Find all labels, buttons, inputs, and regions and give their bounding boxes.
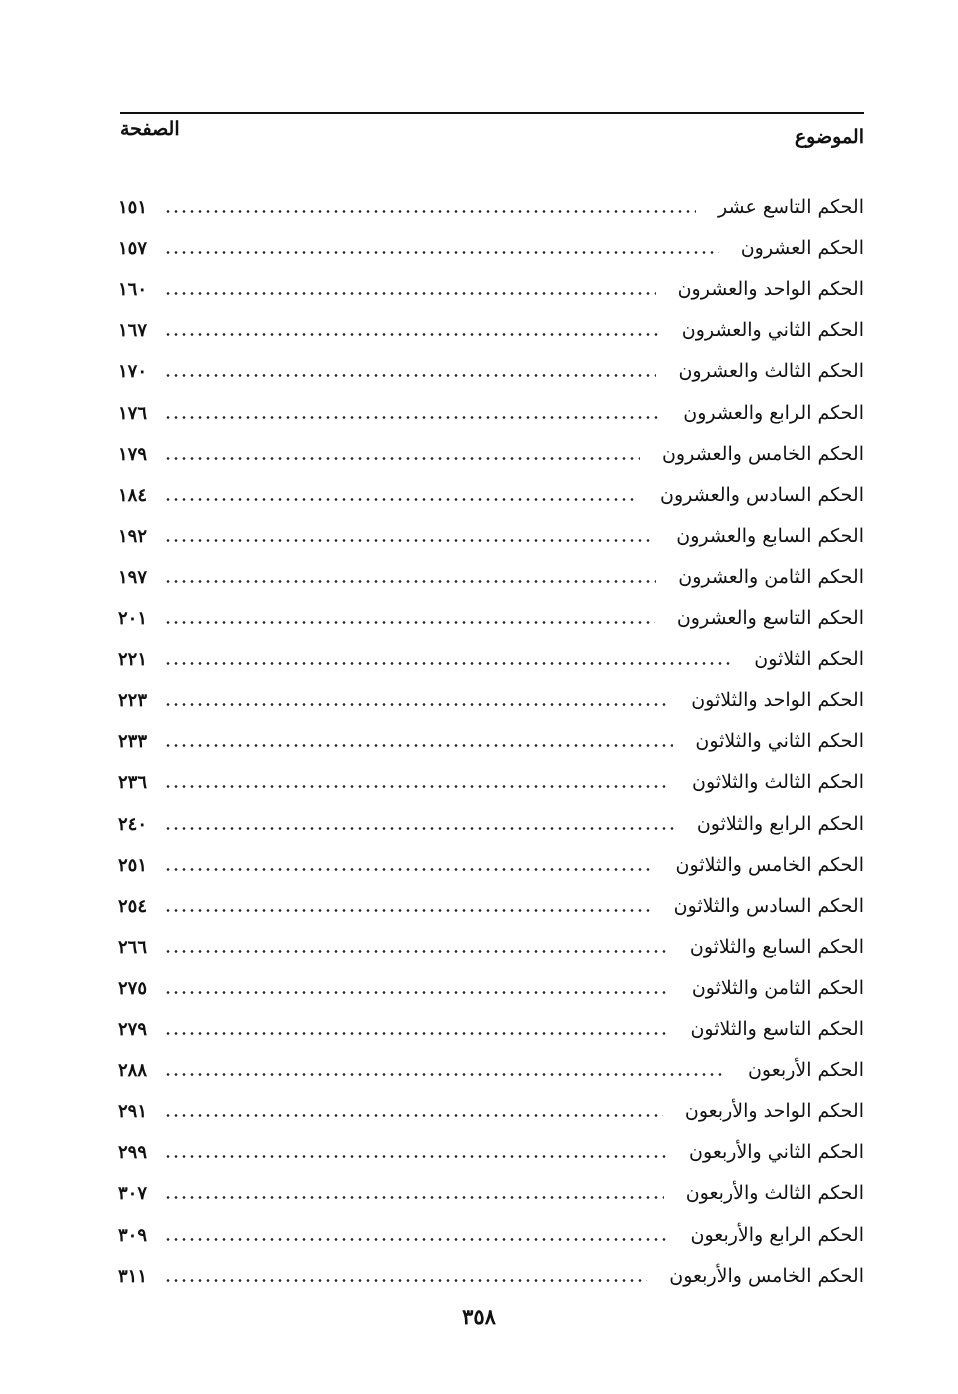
dot-leader bbox=[164, 1238, 669, 1241]
header-rule bbox=[120, 112, 864, 114]
toc-entry-page: ٢٣٣ bbox=[118, 731, 148, 753]
toc-entry bbox=[118, 176, 864, 217]
toc-entry bbox=[118, 669, 864, 710]
dot-leader bbox=[164, 621, 655, 624]
toc-entry-page: ٢٩٩ bbox=[118, 1142, 148, 1164]
toc-entry bbox=[118, 340, 864, 381]
toc-entry-title: الحكم الثالث والأربعون bbox=[685, 1182, 864, 1205]
toc-entry bbox=[118, 464, 864, 505]
toc-entry-title: الحكم الخامس والأربعون bbox=[669, 1264, 864, 1287]
toc-entry-page: ٢٢٣ bbox=[118, 690, 148, 712]
toc-entry-page: ٢٧٩ bbox=[118, 1019, 148, 1040]
toc-entry-page: ٢٤٠ bbox=[118, 813, 148, 835]
topic-column-header: الموضوع bbox=[794, 126, 864, 148]
toc-entry-title: الحكم الرابع والأربعون bbox=[690, 1223, 864, 1246]
toc-entry-title: الحكم السادس والعشرون bbox=[660, 483, 864, 506]
toc-entry bbox=[118, 587, 864, 628]
toc-entry-title: الحكم الثامن والثلاثون bbox=[691, 976, 864, 999]
toc-entry-title: الحكم السابع والعشرون bbox=[676, 524, 864, 547]
toc-entry-page: ١٦٠ bbox=[118, 279, 148, 301]
toc-entry-title: الحكم التاسع عشر bbox=[718, 196, 864, 218]
toc-entry-title: الحكم التاسع والعشرون bbox=[676, 607, 864, 629]
toc-entry bbox=[118, 793, 864, 834]
toc-entry-title: الحكم السادس والثلاثون bbox=[673, 894, 864, 917]
toc-entry bbox=[118, 710, 864, 751]
toc-entry-page: ٢٣٦ bbox=[118, 772, 148, 794]
toc-entry-title: الحكم التاسع والثلاثون bbox=[690, 1018, 864, 1040]
toc-entry-page: ٢٥٤ bbox=[118, 895, 148, 917]
dot-leader bbox=[164, 909, 652, 912]
dot-leader bbox=[164, 827, 675, 830]
toc-entry bbox=[118, 1080, 864, 1121]
dot-leader bbox=[164, 1279, 647, 1282]
dot-leader bbox=[164, 1114, 663, 1117]
dot-leader bbox=[164, 333, 660, 336]
toc-entry-title: الحكم الواحد والثلاثون bbox=[691, 689, 864, 712]
toc-entry bbox=[118, 1204, 864, 1245]
dot-leader bbox=[164, 210, 696, 213]
dot-leader bbox=[164, 662, 732, 665]
toc-entry-page: ١٧٦ bbox=[118, 402, 148, 424]
dot-leader bbox=[164, 374, 656, 377]
toc-entry-title: الحكم الثالث والثلاثون bbox=[692, 771, 864, 794]
toc-entry bbox=[118, 546, 864, 587]
toc-entry-page: ١٨٤ bbox=[118, 484, 148, 506]
dot-leader bbox=[164, 785, 670, 788]
page-number: ٣٥٨ bbox=[462, 1304, 496, 1329]
page-column-header: الصفحة bbox=[120, 118, 180, 140]
toc-entry bbox=[118, 258, 864, 299]
dot-leader bbox=[164, 498, 638, 501]
toc-entry-page: ٢٩١ bbox=[118, 1101, 148, 1123]
toc-entry-page: ١٧٠ bbox=[118, 361, 148, 383]
toc-entry-page: ٢٢١ bbox=[118, 649, 148, 671]
toc-entry-page: ١٩٢ bbox=[118, 525, 148, 547]
toc-entry-title: الحكم الواحد والأربعون bbox=[684, 1100, 864, 1123]
toc-entry-title: الحكم الثامن والعشرون bbox=[678, 565, 864, 588]
dot-leader bbox=[164, 251, 719, 254]
dot-leader bbox=[164, 744, 673, 747]
dot-leader bbox=[164, 1073, 726, 1076]
toc-entry-page: ٢٠١ bbox=[118, 608, 148, 629]
toc-entry-page: ١٧٩ bbox=[118, 443, 148, 465]
toc-entry bbox=[118, 834, 864, 875]
toc-entry bbox=[118, 1162, 864, 1203]
toc-entry-page: ٣٠٧ bbox=[118, 1183, 148, 1205]
dot-leader bbox=[164, 457, 640, 460]
toc-entry bbox=[118, 751, 864, 792]
dot-leader bbox=[164, 292, 656, 295]
toc-entry-title: الحكم الثاني والأربعون bbox=[689, 1141, 864, 1164]
toc-entry bbox=[118, 875, 864, 916]
toc-entry-page: ٣١١ bbox=[118, 1265, 148, 1287]
dot-leader bbox=[164, 416, 661, 419]
toc-entry bbox=[118, 998, 864, 1039]
toc-entry bbox=[118, 628, 864, 669]
dot-leader bbox=[164, 950, 668, 953]
toc-entry bbox=[118, 505, 864, 546]
toc-entry-title: الحكم العشرون bbox=[740, 237, 864, 260]
toc-entry-title: الحكم الرابع والثلاثون bbox=[696, 812, 864, 835]
toc-entry bbox=[118, 916, 864, 957]
toc-entry bbox=[118, 217, 864, 258]
toc-entry-title: الحكم الثاني والثلاثون bbox=[695, 730, 864, 753]
toc-entry bbox=[118, 1121, 864, 1162]
toc-entry-title: الحكم السابع والثلاثون bbox=[689, 935, 864, 958]
dot-leader bbox=[164, 1032, 668, 1035]
toc-entry-page: ٢٧٥ bbox=[118, 977, 148, 999]
toc-entry-page: ٢٦٦ bbox=[118, 936, 148, 958]
dot-leader bbox=[164, 868, 654, 871]
toc-entry-title: الحكم الخامس والعشرون bbox=[661, 442, 864, 465]
toc-entry-title: الحكم الرابع والعشرون bbox=[683, 401, 864, 424]
toc-entry-page: ١٥٧ bbox=[118, 238, 148, 260]
toc-entry-title: الحكم الواحد والعشرون bbox=[677, 278, 864, 301]
dot-leader bbox=[164, 580, 656, 583]
toc-entry-title: الحكم الثاني والعشرون bbox=[681, 319, 864, 342]
toc-entry-page: ٣٠٩ bbox=[118, 1224, 148, 1246]
dot-leader bbox=[164, 539, 654, 542]
dot-leader bbox=[164, 991, 670, 994]
toc-entry-page: ٢٥١ bbox=[118, 854, 148, 876]
toc-entry-page: ١٩٧ bbox=[118, 566, 148, 588]
toc-entry-page: ١٦٧ bbox=[118, 320, 148, 342]
dot-leader bbox=[164, 1196, 664, 1199]
toc-entry-title: الحكم الثلاثون bbox=[754, 648, 864, 671]
toc-entry bbox=[118, 423, 864, 464]
toc-entry bbox=[118, 1039, 864, 1080]
toc-entry-page: ١٥١ bbox=[118, 197, 148, 218]
toc-entry-title: الحكم الأربعون bbox=[747, 1059, 864, 1082]
toc-entry bbox=[118, 1245, 864, 1286]
toc-entry bbox=[118, 382, 864, 423]
dot-leader bbox=[164, 1155, 667, 1158]
toc-entry-page: ٢٨٨ bbox=[118, 1060, 148, 1082]
toc-entry bbox=[118, 957, 864, 998]
toc-entry-title: الحكم الخامس والثلاثون bbox=[675, 853, 864, 876]
toc-entry-title: الحكم الثالث والعشرون bbox=[678, 360, 864, 383]
dot-leader bbox=[164, 703, 669, 706]
toc-entry bbox=[118, 299, 864, 340]
